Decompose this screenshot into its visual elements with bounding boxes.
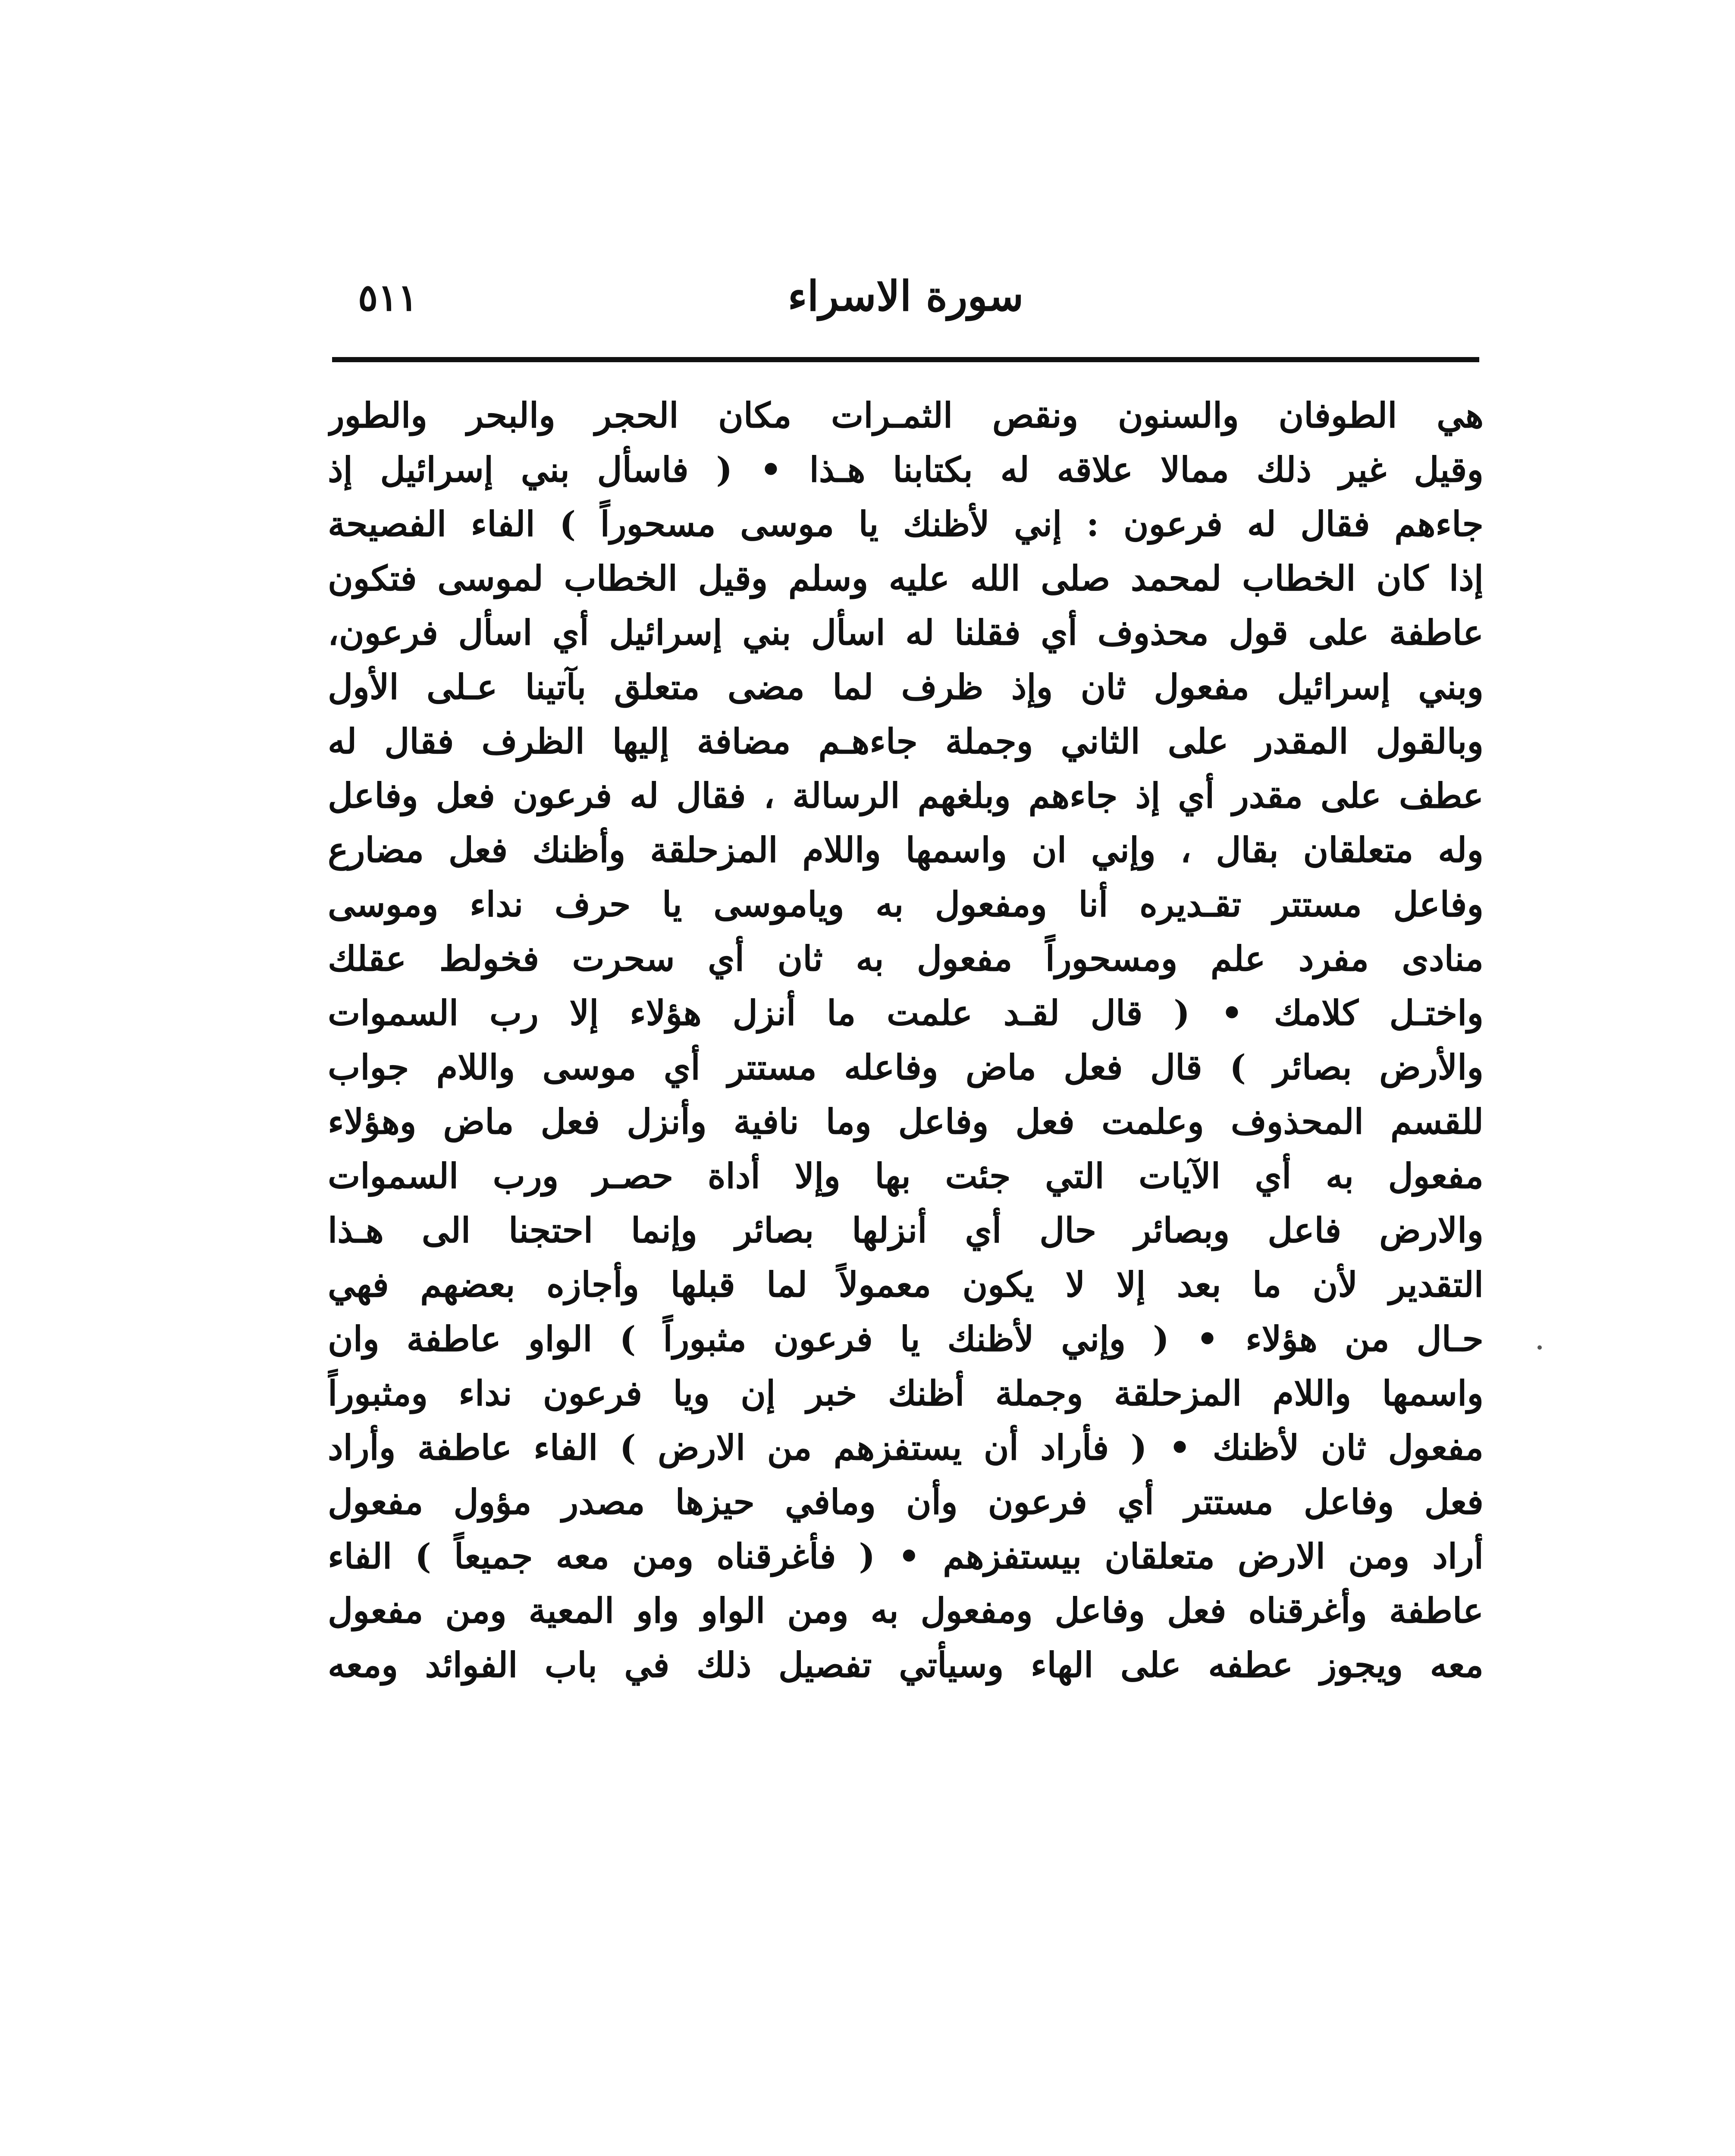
text-line: فعل وفاعل مستتر أي فرعون وأن ومافي حيزها مصدر مؤول مفعول <box>328 1482 1484 1522</box>
header-divider <box>332 357 1479 362</box>
text-line: هي الطوفان والسنون ونقص الثمـرات مكان الحجر والبحر والطور <box>328 395 1484 436</box>
surah-title: سورة الاسراء <box>787 272 1024 320</box>
text-line: جاءهم فقال له فرعون : إني لأظنك يا موسى مسحوراً ) الفاء الفصيحة <box>328 504 1484 544</box>
text-line: وله متعلقان بقال ، وإني ان واسمها واللام المزحلقة وأظنك فعل مضارع <box>328 830 1484 870</box>
body-text <box>328 388 1484 1692</box>
text-line: عطف على مقدر أي إذ جاءهم وبلغهم الرسالة ، فقال له فرعون فعل وفاعل <box>328 775 1484 816</box>
text-line: واسمها واللام المزحلقة وجملة أظنك خبر إن ويا فرعون نداء ومثبوراً <box>328 1373 1484 1413</box>
text-line: منادى مفرد علم ومسحوراً مفعول به ثان أي سحرت فخولط عقلك <box>328 938 1484 979</box>
page-header <box>332 267 1479 341</box>
text-line: واختـل كلامك • ( قال لقـد علمت ما أنزل هؤلاء إلا رب السموات <box>328 993 1484 1033</box>
text-line: والارض فاعل وبصائر حال أي أنزلها بصائر وإنما احتجنا الى هـذا <box>328 1210 1484 1250</box>
text-line: وبالقول المقدر على الثاني وجملة جاءهـم مضافة إليها الظرف فقال له <box>328 721 1484 761</box>
text-line: وبني إسرائيل مفعول ثان وإذ ظرف لما مضى متعلق بآتينا عـلى الأول <box>328 667 1484 707</box>
text-line: مفعول به أي الآيات التي جئت بها وإلا أداة حصـر ورب السموات <box>328 1156 1484 1196</box>
text-line: وفاعل مستتر تقـديره أنا ومفعول به وياموسى يا حرف نداء وموسى <box>328 884 1484 924</box>
text-line: أراد ومن الارض متعلقان بيستفزهم • ( فأغرقناه ومن معه جميعاً ) الفاء <box>328 1536 1484 1576</box>
text-line: إذا كان الخطاب لمحمد صلى الله عليه وسلم وقيل الخطاب لموسى فتكون <box>328 558 1484 599</box>
scan-speck <box>1537 1345 1542 1350</box>
text-line: مفعول ثان لأظنك • ( فأراد أن يستفزهم من الارض ) الفاء عاطفة وأراد <box>328 1427 1484 1468</box>
text-line: عاطفة على قول محذوف أي فقلنا له اسأل بني إسرائيل أي اسأل فرعون، <box>328 612 1484 653</box>
text-line: وقيل غير ذلك ممالا علاقه له بكتابنا هـذا • ( فاسأل بني إسرائيل إذ <box>328 449 1484 490</box>
text-line: التقدير لأن ما بعد إلا لا يكون معمولاً لما قبلها وأجازه بعضهم فهي <box>328 1264 1484 1305</box>
text-line: معه ويجوز عطفه على الهاء وسيأتي تفصيل ذلك في باب الفوائد ومعه <box>328 1645 1484 1685</box>
page-number: ٥١١ <box>358 276 418 320</box>
text-line: حـال من هؤلاء • ( وإني لأظنك يا فرعون مثبوراً ) الواو عاطفة وان <box>328 1319 1484 1359</box>
text-line: والأرض بصائر ) قال فعل ماض وفاعله مستتر أي موسى واللام جواب <box>328 1047 1484 1087</box>
text-line: للقسم المحذوف وعلمت فعل وفاعل وما نافية وأنزل فعل ماض وهؤلاء <box>328 1101 1484 1142</box>
text-line: عاطفة وأغرقناه فعل وفاعل ومفعول به ومن الواو واو المعية ومن مفعول <box>328 1590 1484 1631</box>
